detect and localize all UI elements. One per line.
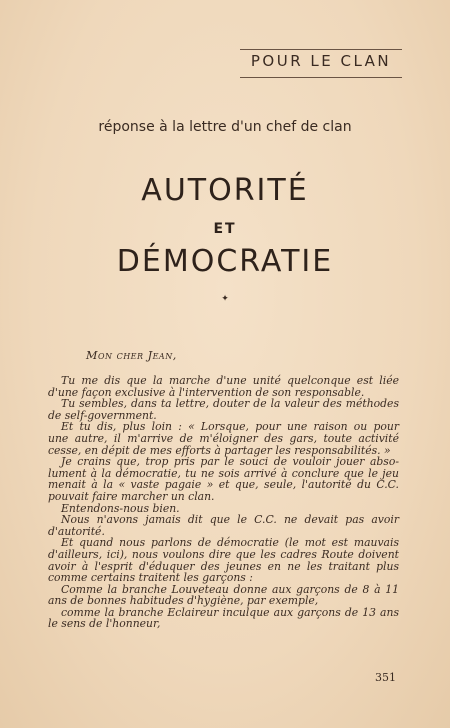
body-line: ans de bonnes habitudes d'hygiène, par exemple, (48, 594, 319, 608)
article-title-line-3: DÉMOCRATIE (116, 244, 334, 279)
ornament-icon: ✦ (221, 294, 229, 304)
body-line: pouvait faire marcher un clan. (48, 489, 215, 503)
body-line: Tu me dis que la marche d'une unité quelconque est liée (61, 374, 399, 387)
body-line: Comme la branche Louveteau donne aux garçons de 8 à 11 (61, 582, 399, 596)
body-line: Et quand nous parlons de démocratie (le mot est mauvais (61, 536, 399, 550)
body-line: comme la branche Eclaireur inculque aux garçons de 13 ans (61, 605, 399, 619)
body-line: comme certains traitent les garçons : (48, 571, 253, 585)
body-line: avoir à l'esprit d'éduquer des jeunes en ne les traitant plus (48, 559, 399, 573)
header-rule-bottom (240, 77, 402, 78)
body-line: Tu sembles, dans ta lettre, douter de la valeur des méthodes (61, 397, 399, 411)
body-line: Et tu dis, plus loin : « Lorsque, pour une raison ou pour (61, 420, 399, 434)
article-body (48, 375, 399, 630)
body-line: cesse, en dépit de mes efforts à partager les responsabilités. » (48, 443, 391, 457)
page-number: 351 (375, 671, 396, 684)
article-title-line-2: ET (213, 221, 237, 237)
body-line: lument à la démocratie, tu ne sois arrivé à conclure que le jeu (48, 466, 399, 480)
body-line: d'ailleurs, ici), nous voulons dire que les cadres Route doivent (48, 547, 399, 561)
header-rule-top (240, 49, 402, 50)
body-line: le sens de l'honneur, (48, 617, 161, 631)
body-line: Je crains que, trop pris par le souci de vouloir jouer abso- (61, 455, 399, 469)
body-line: Nous n'avons jamais dit que le C.C. ne devait pas avoir (61, 513, 399, 527)
section-header: POUR LE CLAN (250, 52, 392, 70)
body-line: Entendons-nous bien. (61, 501, 180, 515)
body-line: d'autorité. (48, 524, 105, 538)
article-subtitle: réponse à la lettre d'un chef de clan (98, 119, 352, 135)
body-line: une autre, il m'arrive de m'éloigner des gars, toute activité (48, 431, 399, 445)
article-title-line-1: AUTORITÉ (141, 173, 309, 208)
body-line: de self-government. (48, 408, 157, 422)
body-line: d'une façon exclusive à l'intervention de son responsable. (48, 385, 365, 399)
salutation: Mon cher Jean, (86, 349, 177, 362)
body-line: menait à la « vaste pagaie » et que, seule, l'autorité du C.C. (48, 478, 399, 492)
